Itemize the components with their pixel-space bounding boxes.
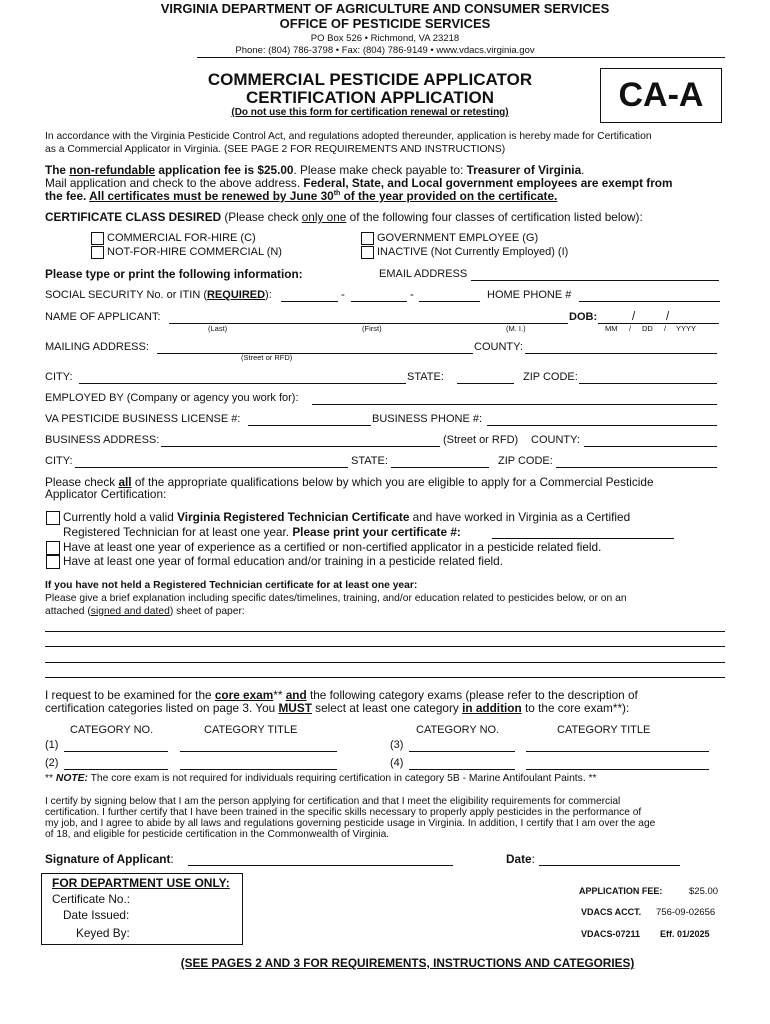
no-registration-heading: If you have not held a Registered Technician certificate for at least one year: [45, 580, 418, 591]
category-2-no-field[interactable] [64, 769, 168, 770]
label-government-employee: GOVERNMENT EMPLOYEE (G) [377, 232, 539, 244]
ssn-dash-2: - [410, 289, 414, 301]
intro-line2: as a Commercial Applicator in Virginia. (SEE PAGE 2 FOR REQUIREMENTS AND INSTRUCTIONS) [45, 144, 506, 155]
exam-2c: select at least one category [311, 701, 463, 715]
explanation-a: attached ( [45, 606, 91, 617]
dept-keyed-by: Keyed By: [76, 926, 130, 940]
business-county-field[interactable] [584, 446, 717, 447]
mailing-county-field[interactable] [525, 353, 717, 354]
fee-text: The [45, 163, 70, 177]
business-county-label: COUNTY: [531, 434, 580, 446]
renewal-tail: of the year provided on the certificate. [340, 189, 558, 203]
employed-by-label: EMPLOYED BY (Company or agency you work for): [45, 392, 299, 404]
fee-nonrefundable: non-refundable [69, 163, 156, 177]
certify-line1: I certify by signing below that I am the person applying for certification and that I meet the eligibility requirements for commercial [45, 796, 621, 807]
city-field[interactable] [79, 383, 406, 384]
fee-amount: application fee is $25.00 [155, 163, 294, 177]
signature-field[interactable] [188, 865, 453, 866]
state-field[interactable] [457, 383, 514, 384]
category-3-no-field[interactable] [409, 751, 515, 752]
qual-1-d: Registered Technician for at least one year. [63, 525, 293, 539]
business-phone-label: BUSINESS PHONE #: [372, 413, 483, 425]
business-state-field[interactable] [391, 467, 489, 468]
name-first-caption: (First) [362, 324, 382, 333]
home-phone-field[interactable] [579, 301, 720, 302]
category-4-no-field[interactable] [409, 769, 515, 770]
exam-2a: certification categories listed on page 3. You [45, 701, 279, 715]
fee-mail-text: Mail application and check to the above address. [45, 176, 304, 190]
explanation-signed: signed and dated [90, 606, 170, 617]
fee-period: . [581, 163, 585, 177]
category-4-num: (4) [390, 757, 404, 769]
explanation-field-3[interactable] [45, 662, 725, 663]
qual-intro-line2: Applicator Certification: [45, 487, 167, 501]
explanation-c: ) sheet of paper: [169, 606, 245, 617]
dob-slash-caption-1: / [629, 324, 632, 333]
business-city-label: CITY: [45, 455, 73, 467]
name-last-caption: (Last) [208, 324, 228, 333]
technician-cert-field[interactable] [492, 538, 674, 539]
qual-1-line2 [63, 526, 461, 539]
cert-class-title: CERTIFICATE CLASS DESIRED [45, 210, 222, 224]
exam-2e: to the core exam**): [521, 701, 630, 715]
form-number: VDACS-07211 [581, 929, 641, 939]
dept-cert-no: Certificate No.: [52, 892, 131, 906]
qual-1-cert: Virginia Registered Technician Certificate [177, 510, 410, 524]
mailing-label: MAILING ADDRESS: [45, 341, 149, 353]
exam-must: MUST [278, 701, 312, 715]
col-category-no-right: CATEGORY NO. [416, 724, 500, 736]
qual-3: Have at least one year of formal education and/or training in a pesticide related field. [63, 554, 504, 568]
renewal-date: All certificates must be renewed by June 30 [89, 189, 334, 203]
form-title-line2: CERTIFICATION APPLICATION [245, 88, 495, 107]
col-category-title-right: CATEGORY TITLE [557, 724, 651, 736]
exam-1c: ** [273, 688, 286, 702]
form-code-box [600, 68, 722, 123]
business-address-field[interactable] [161, 446, 440, 447]
qual-1-c: and have worked in Virginia as a Certified [409, 510, 631, 524]
intro-line1: In accordance with the Virginia Pesticide Control Act, and regulations adopted thereunder, application is hereby made for Certification [45, 131, 652, 142]
qual-intro-a: Please check [45, 475, 119, 489]
category-1-title-field[interactable] [180, 751, 337, 752]
checkbox-one-year-experience[interactable] [46, 541, 60, 555]
checkbox-not-for-hire[interactable] [91, 246, 104, 259]
category-3-title-field[interactable] [526, 751, 709, 752]
application-fee-value: $25.00 [689, 886, 719, 897]
exam-1e: the following category exams (please refer to the description of [306, 688, 638, 702]
va-license-field[interactable] [248, 425, 371, 426]
fee-payee: Treasurer of Virginia [466, 163, 582, 177]
city-label: CITY: [45, 371, 73, 383]
signature-label [45, 853, 174, 866]
cert-class-text: (Please check [221, 210, 302, 224]
name-label: NAME OF APPLICANT: [45, 311, 161, 323]
note-text: The core exam is not required for individuals requiring certification in category 5B - Marine Antifoulant Paints. ** [87, 773, 597, 784]
dob-slash-2: / [666, 311, 670, 323]
dob-dd-caption: DD [642, 324, 653, 333]
qual-1-a: Currently hold a valid [63, 510, 178, 524]
date-colon: : [531, 852, 535, 866]
cert-class-heading [45, 211, 643, 224]
ssn-required: REQUIRED [206, 289, 266, 301]
qual-1-print: Please print your certificate #: [292, 525, 461, 539]
ssn-dash-1: - [341, 289, 345, 301]
renewal-text [89, 189, 557, 203]
dob-label: DOB: [569, 311, 598, 323]
qual-intro-c: of the appropriate qualifications below by which you are eligible to apply for a Commercial Pesticide [131, 475, 654, 489]
effective-date: Eff. 01/2025 [660, 929, 710, 939]
checkbox-commercial-for-hire[interactable] [91, 232, 104, 245]
email-label: EMAIL ADDRESS [379, 268, 468, 280]
fee-line3 [45, 190, 557, 203]
signature-text: Signature of Applicant [45, 852, 171, 866]
footer-note: (SEE PAGES 2 AND 3 FOR REQUIREMENTS, INSTRUCTIONS AND CATEGORIES) [180, 956, 635, 970]
checkbox-registered-technician[interactable] [46, 511, 60, 525]
mailing-address-field[interactable] [157, 353, 473, 354]
cert-class-only-one: only one [301, 210, 347, 224]
va-license-label: VA PESTICIDE BUSINESS LICENSE #: [45, 413, 241, 425]
dob-mm-caption: MM [605, 324, 618, 333]
date-field[interactable] [539, 865, 680, 866]
explanation-line1: Please give a brief explanation including specific dates/timelines, training, and/or education related to pesticides below, or on an [45, 593, 627, 604]
explanation-field-2[interactable] [45, 646, 725, 647]
ssn-label [45, 289, 272, 302]
ssn-label-text: SOCIAL SECURITY No. or ITIN ( [45, 289, 207, 301]
email-field[interactable] [471, 280, 719, 281]
qual-intro-all: all [118, 475, 132, 489]
category-2-num: (2) [45, 757, 59, 769]
dob-slash-1: / [632, 311, 636, 323]
renewal-sup: th [333, 190, 341, 198]
ssn-field-1[interactable] [281, 301, 338, 302]
checkbox-government-employee[interactable] [361, 232, 374, 245]
business-city-field[interactable] [75, 467, 348, 468]
business-phone-field[interactable] [487, 425, 717, 426]
fee-the-fee: the fee. [45, 189, 90, 203]
dept-date-issued: Date Issued: [63, 908, 130, 922]
cert-class-text2: of the following four classes of certification listed below): [346, 210, 643, 224]
dept-use-heading: FOR DEPARTMENT USE ONLY: [52, 876, 230, 890]
explanation-field-1[interactable] [45, 631, 725, 632]
date-text: Date [506, 852, 532, 866]
explanation-field-4[interactable] [45, 677, 725, 678]
category-3-num: (3) [390, 739, 404, 751]
dob-slash-caption-2: / [664, 324, 667, 333]
note-stars: ** [45, 773, 56, 784]
office-contact: Phone: (804) 786-3798 • Fax: (804) 786-9149 • www.vdacs.virginia.gov [235, 45, 535, 56]
certify-line4: of 18, and eligible for pesticide certification in the Commonwealth of Virginia. [45, 829, 390, 840]
checkbox-one-year-education[interactable] [46, 555, 60, 569]
certify-line2: certification. I further certify that I have been trained in the specific skills necessary to properly apply pesticides in the performance of [45, 807, 642, 818]
header-rule [197, 57, 725, 58]
signature-colon: : [170, 852, 174, 866]
fee-payable-text: . Please make check payable to: [293, 163, 467, 177]
mailing-street-caption: (Street or RFD) [241, 353, 293, 362]
application-fee-label: APPLICATION FEE: [579, 886, 663, 896]
ssn-field-2[interactable] [351, 301, 407, 302]
business-street-caption: (Street or RFD) [443, 434, 519, 446]
checkbox-inactive[interactable] [361, 246, 374, 259]
zip-label: ZIP CODE: [523, 371, 578, 383]
category-2-title-field[interactable] [180, 769, 337, 770]
dob-yyyy-caption: YYYY [676, 324, 697, 333]
core-exam-note [45, 773, 597, 785]
label-inactive: INACTIVE (Not Currently Employed) (I) [377, 246, 569, 258]
category-4-title-field[interactable] [526, 769, 709, 770]
exam-1a: I request to be examined for the [45, 688, 215, 702]
certify-line3: my job, and I agree to abide by all laws and regulations governing pesticide usage in Virginia. In addition, I certify that I am over the age [45, 818, 656, 829]
zip-field[interactable] [579, 383, 717, 384]
business-state-label: STATE: [351, 455, 388, 467]
ssn-field-3[interactable] [419, 301, 480, 302]
category-1-num: (1) [45, 739, 59, 751]
form-code: CA-A [618, 76, 704, 114]
qual-2: Have at least one year of experience as a certified or non-certified applicator in a pesticide related field. [63, 540, 602, 554]
exam-core: core exam [214, 688, 274, 702]
qual-1-line1 [63, 511, 630, 524]
office-name: OFFICE OF PESTICIDE SERVICES [279, 16, 491, 31]
ssn-label-colon: ): [265, 289, 272, 301]
exam-in-addition: in addition [462, 701, 522, 715]
info-heading: Please type or print the following information: [45, 267, 303, 281]
fee-exempt-text: Federal, State, and Local government employees are exempt from [303, 176, 673, 190]
dept-name: VIRGINIA DEPARTMENT OF AGRICULTURE AND CONSUMER SERVICES [160, 1, 610, 16]
exam-line2 [45, 702, 629, 715]
label-commercial-for-hire: COMMERCIAL FOR-HIRE (C) [107, 232, 256, 244]
state-label: STATE: [407, 371, 444, 383]
vdacs-acct-label: VDACS ACCT. [581, 907, 642, 917]
business-zip-label: ZIP CODE: [498, 455, 553, 467]
home-phone-label: HOME PHONE # [487, 289, 572, 301]
form-title-line1: COMMERCIAL PESTICIDE APPLICATOR [207, 70, 533, 89]
business-address-label: BUSINESS ADDRESS: [45, 434, 160, 446]
label-not-for-hire: NOT-FOR-HIRE COMMERCIAL (N) [107, 246, 282, 258]
date-label [506, 853, 535, 866]
col-category-title-left: CATEGORY TITLE [204, 724, 298, 736]
exam-and: and [285, 688, 307, 702]
form-title-note: (Do not use this form for certification renewal or retesting) [231, 107, 509, 118]
category-1-no-field[interactable] [64, 751, 168, 752]
note-label: NOTE: [55, 773, 88, 784]
col-category-no-left: CATEGORY NO. [70, 724, 154, 736]
business-zip-field[interactable] [556, 467, 717, 468]
explanation-line2 [45, 606, 245, 618]
vdacs-acct-value: 756-09-02656 [656, 907, 716, 918]
office-address: PO Box 526 • Richmond, VA 23218 [310, 33, 460, 44]
employed-by-field[interactable] [312, 404, 717, 405]
name-mi-caption: (M. I.) [506, 324, 526, 333]
mailing-county-label: COUNTY: [474, 341, 523, 353]
